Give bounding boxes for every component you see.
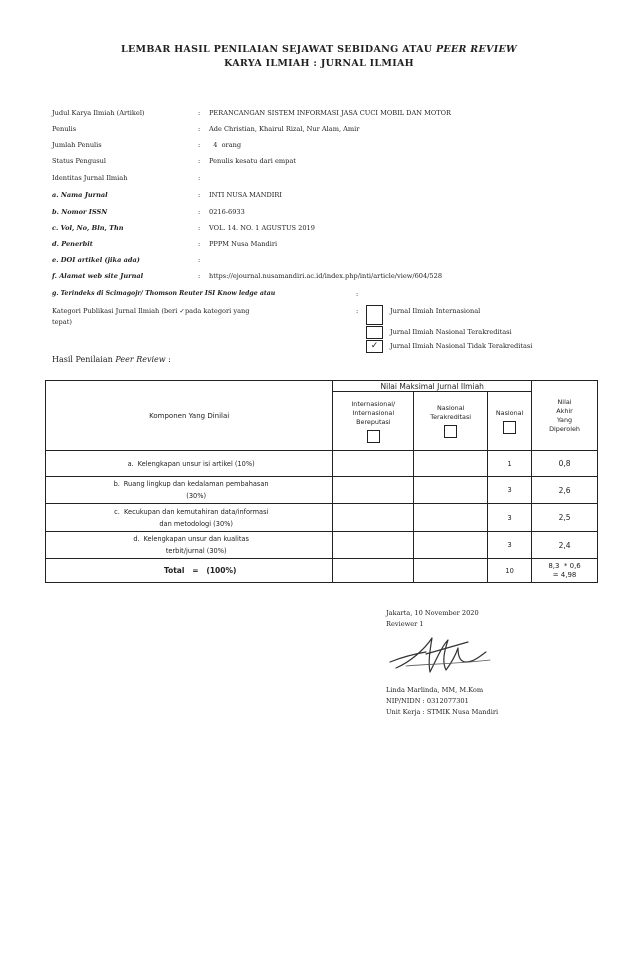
info-row-issn: b. Nomor ISSN : 0216-6933 (52, 208, 245, 216)
table-row (46, 504, 598, 532)
info-row-terindeks: g. Terindeks di Scimagojr/ Thomson Reuter ISI Know ledge atau : (52, 290, 359, 298)
total-nasional-terakreditasi (414, 559, 488, 583)
row-nasional-terakreditasi (414, 532, 488, 559)
table-row (46, 477, 598, 504)
info-row-judul: Judul Karya Ilmiah (Artikel) : PERANCANGAN SISTEM INFORMASI JASA CUCI MOBIL DAN MOTOR (52, 109, 452, 117)
col-nasional-checkbox[interactable] (503, 421, 516, 434)
page-title: LEMBAR HASIL PENILAIAN SEJAWAT SEBIDANG ATAU PEER REVIEW (121, 44, 517, 55)
info-row-website: f. Alamat web site Jurnal : https://ejournal.nusamandiri.ac.id/index.php/inti/article/view/604/528 (52, 272, 443, 280)
row-nasional-terakreditasi (414, 477, 488, 504)
row-nilai-akhir: 2,5 (532, 504, 598, 532)
signature-place-date: Jakarta, 10 November 2020 (386, 609, 479, 617)
nilai-akhir-header: Nilai Akhir Yang Diperoleh (532, 381, 598, 451)
row-nilai-akhir: 0,8 (532, 451, 598, 477)
col-internasional-header: Internasional/ Internasional Bereputasi (333, 392, 414, 451)
penilaian-table (45, 380, 598, 583)
handwritten-signature (386, 632, 496, 680)
row-komponen: b. Ruang lingkup dan kedalaman pembahasan (30%) (46, 477, 333, 504)
info-row-penerbit: d. Penerbit : PPPM Nusa Mandiri (52, 240, 278, 248)
col-nasional-header: Nasional (488, 392, 532, 451)
row-nasional: 3 (488, 532, 532, 559)
row-internasional (333, 451, 414, 477)
info-row-jumlah-penulis: Jumlah Penulis : 4 orang (52, 141, 242, 149)
row-komponen: d. Kelengkapan unsur dan kualitas terbit/jurnal (30%) (46, 532, 333, 559)
info-row-status: Status Pengusul : Penulis kesatu dari empat (52, 157, 296, 165)
row-nasional: 1 (488, 451, 532, 477)
row-nilai-akhir: 2,4 (532, 532, 598, 559)
row-komponen: c. Kecukupan dan kemutahiran data/informasi dan metodologi (30%) (46, 504, 333, 532)
row-internasional (333, 477, 414, 504)
kategori-option-nasional-terakreditasi: Jurnal Ilmiah Nasional Terakreditasi (390, 328, 512, 336)
komponen-header: Komponen Yang Dinilai (46, 381, 333, 451)
signature-unit: Unit Kerja : STMIK Nusa Mandiri (386, 708, 499, 716)
signature-nip: NIP/NIDN : 0312077301 (386, 697, 469, 705)
info-row-volume: c. Vol, No, Bln, Thn : VOL. 14. NO. 1 AGUSTUS 2019 (52, 224, 315, 232)
kategori-option-nasional-tidak-terakreditasi: Jurnal Ilmiah Nasional Tidak Terakreditasi (390, 342, 533, 350)
total-internasional (333, 559, 414, 583)
kategori-label-cont: tepat) (52, 318, 72, 326)
info-row-identitas: Identitas Jurnal Ilmiah : (52, 174, 201, 182)
row-nasional-terakreditasi (414, 451, 488, 477)
col-nasional-terakreditasi-header: Nasional Terakreditasi (414, 392, 488, 451)
total-nilai-akhir: 8,3 * 0,6 = 4,98 (532, 559, 598, 583)
info-row-penulis: Penulis : Ade Christian, Khairul Rizal, Nur Alam, Amir (52, 125, 360, 133)
signature-name: Linda Marlinda, MM, M.Kom (386, 686, 484, 694)
table-row (46, 451, 598, 477)
total-label: Total = (100%) (46, 559, 333, 583)
row-nasional: 3 (488, 504, 532, 532)
row-internasional (333, 532, 414, 559)
table-row (46, 532, 598, 559)
hasil-heading: Hasil Penilaian Peer Review : (52, 355, 171, 364)
nilai-maks-header: Nilai Maksimal Jurnal Ilmiah (333, 381, 532, 392)
row-nasional: 3 (488, 477, 532, 504)
total-nasional: 10 (488, 559, 532, 583)
signature-role: Reviewer 1 (386, 620, 424, 628)
row-nilai-akhir: 2,6 (532, 477, 598, 504)
kategori-option-internasional: Jurnal Ilmiah Internasional (390, 307, 481, 315)
info-row-doi: e. DOI artikel (jika ada) : (52, 256, 201, 264)
col-nasional-terakreditasi-checkbox[interactable] (444, 425, 457, 438)
row-internasional (333, 504, 414, 532)
row-nasional-terakreditasi (414, 504, 488, 532)
kategori-checkbox-nasional-tidak-terakreditasi[interactable]: ✓ (366, 340, 383, 353)
col-internasional-checkbox[interactable] (367, 430, 380, 443)
row-komponen: a. Kelengkapan unsur isi artikel (10%) (46, 451, 333, 477)
page-subtitle: KARYA ILMIAH : JURNAL ILMIAH (224, 58, 414, 69)
kategori-checkbox-internasional[interactable] (366, 305, 383, 325)
kategori-checkbox-nasional-terakreditasi[interactable] (366, 326, 383, 339)
total-row (46, 559, 598, 583)
info-row-nama-jurnal: a. Nama Jurnal : INTI NUSA MANDIRI (52, 191, 282, 199)
kategori-label: Kategori Publikasi Jurnal Ilmiah (beri ✓pada kategori yang : (52, 307, 359, 315)
